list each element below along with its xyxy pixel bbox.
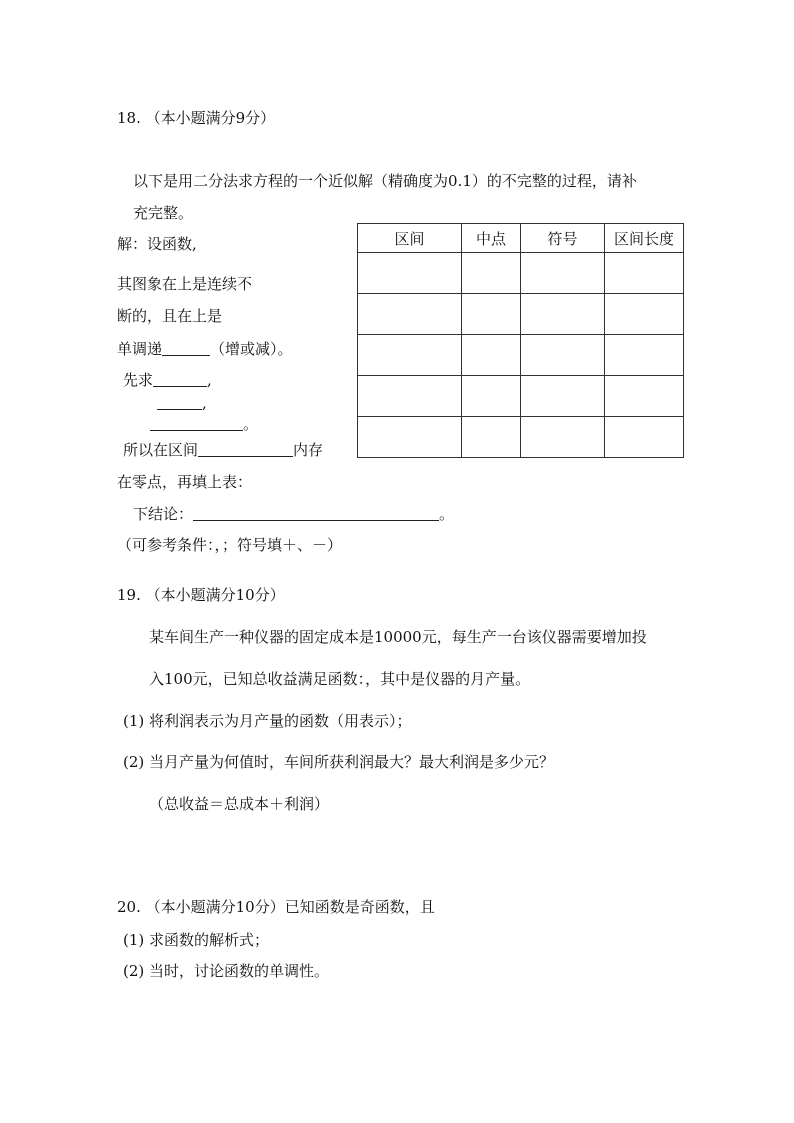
header-interval: 区间 [358,224,462,253]
q18-title: 18. （本小题满分9分） [117,109,276,127]
q18-reference-note: （可参考条件：，；符号填＋、－） [117,536,343,554]
table-cell[interactable] [462,335,521,376]
q18-interval-blank[interactable] [198,441,293,457]
table-row [358,376,684,417]
header-sign: 符号 [521,224,605,253]
q18-conclusion-blank[interactable] [193,505,439,521]
q18-monotonic-suffix: （增或减）。 [210,340,293,358]
q19-part2: (2) 当月产量为何值时，车间所获利润最大？最大利润是多少元？ [123,753,555,771]
table-cell[interactable] [605,253,684,294]
q18-interval-line [123,440,323,460]
q18-continuous-text: 断的，且在上是 [117,307,223,325]
q18-interval-suffix: 内存 [293,441,324,459]
q18-first-compute-line [123,370,212,390]
q18-solution-start: 解：设函数, [117,235,197,253]
table-row [358,294,684,335]
table-cell[interactable] [521,376,605,417]
q18-monotonic-blank[interactable] [162,340,210,356]
q19-text-line2: 入100元，已知总收益满足函数：，其中是仪器的月产量。 [149,670,531,688]
table-row [358,253,684,294]
table-cell[interactable] [605,376,684,417]
q18-second-comma: , [202,394,207,412]
q19-text-line1: 某车间生产一种仪器的固定成本是10000元，每生产一台该仪器需要增加投 [149,628,647,646]
q18-monotonic-prefix: 单调递 [117,340,163,358]
table-cell[interactable] [521,294,605,335]
table-cell[interactable] [462,294,521,335]
q18-first-comma: , [207,371,212,389]
header-midpoint: 中点 [462,224,521,253]
table-row [358,417,684,458]
q18-third-blank[interactable] [150,415,243,431]
q18-zero-text: 在零点，再填上表： [117,473,253,491]
q18-first-blank[interactable] [153,371,207,387]
q18-conclusion-line [133,504,454,524]
bisection-table [357,223,684,458]
table-cell[interactable] [521,253,605,294]
q18-monotonic-line [117,339,293,359]
q18-conclusion-label: 下结论： [133,505,194,523]
table-cell[interactable] [358,417,462,458]
table-cell[interactable] [462,417,521,458]
q20-part2: (2) 当时，讨论函数的单调性。 [123,962,330,980]
table-row [358,335,684,376]
q18-first-compute-label: 先求 [123,371,154,389]
header-interval-length: 区间长度 [605,224,684,253]
q18-graph-text: 其图象在上是连续不 [117,275,253,293]
q19-title: 19. （本小题满分10分） [117,586,285,604]
table-cell[interactable] [358,376,462,417]
q18-interval-prefix: 所以在区间 [123,441,199,459]
q18-intro-line2: 充完整。 [133,204,194,222]
q18-conclusion-period: 。 [439,505,455,523]
table-cell[interactable] [605,294,684,335]
q18-third-period: 。 [243,415,259,433]
table-cell[interactable] [605,417,684,458]
table-cell[interactable] [462,253,521,294]
q19-part1: (1) 将利润表示为月产量的函数（用表示）； [123,712,412,730]
q20-title: 20. （本小题满分10分）已知函数是奇函数，且 [117,898,435,916]
q20-part1: (1) 求函数的解析式； [123,931,270,949]
table-cell[interactable] [358,253,462,294]
table-cell[interactable] [521,335,605,376]
q18-intro-line1: 以下是用二分法求方程的一个近似解（精确度为0.1）的不完整的过程，请补 [133,172,637,190]
table-cell[interactable] [462,376,521,417]
table-cell[interactable] [605,335,684,376]
q18-second-blank[interactable] [157,394,202,410]
table-cell[interactable] [358,294,462,335]
table-header-row [358,224,684,253]
q18-third-compute-line [150,414,258,434]
q18-second-compute-line [157,393,207,413]
table-cell[interactable] [521,417,605,458]
q19-hint: （总收益＝总成本＋利润） [149,795,330,813]
table-cell[interactable] [358,335,462,376]
